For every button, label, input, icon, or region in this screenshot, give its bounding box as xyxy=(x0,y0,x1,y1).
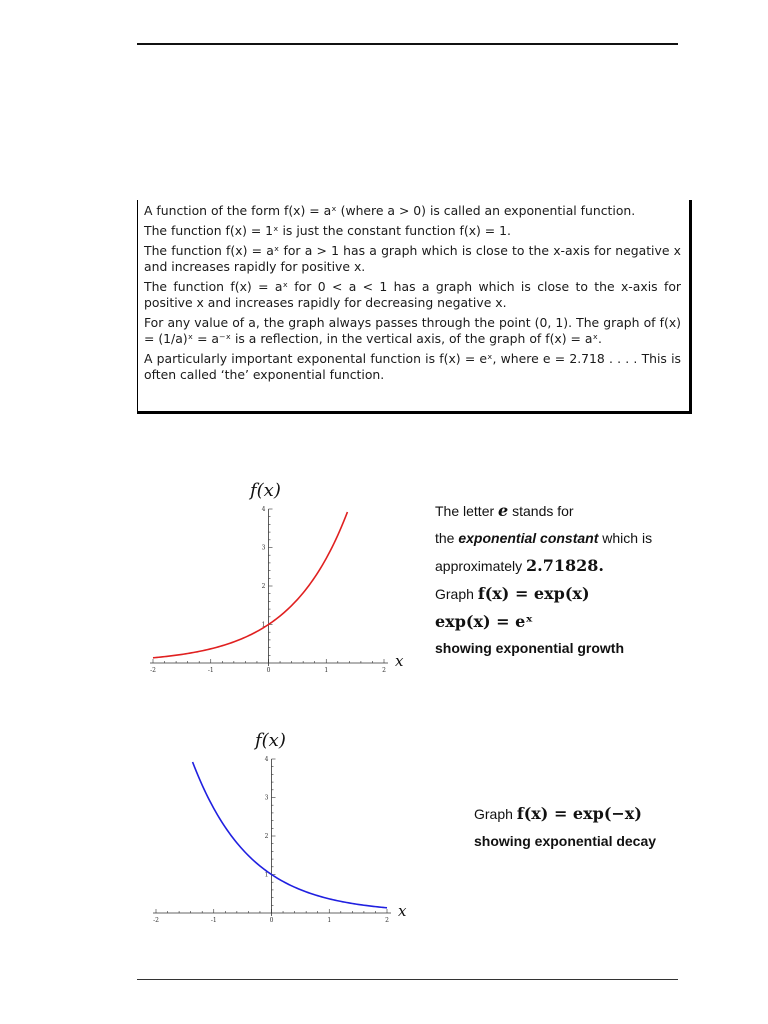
definition-3: The function f(x) = aˣ for a > 1 has a graph which is close to the x-axis for negative x and increases rapidly for positive x. xyxy=(144,243,681,274)
definition-2: The function f(x) = 1ˣ is just the constant function f(x) = 1. xyxy=(144,223,511,238)
y-tick-label: 2 xyxy=(264,833,269,840)
constant-value: 2.71828. xyxy=(526,556,604,575)
x-tick-label: 2 xyxy=(382,667,386,674)
decay-text: Graph xyxy=(474,806,517,822)
decay-line-1 xyxy=(474,800,656,828)
growth-line-4 xyxy=(435,580,652,608)
definition-4: The function f(x) = aˣ for 0 < a < 1 has a graph which is close to the x-axis for positive x and increases rapidly for decreasing negative x. xyxy=(144,279,681,310)
y-axis-label: f(x) xyxy=(250,480,281,501)
growth-formula: f(x) = exp(x) xyxy=(477,584,590,603)
x-tick-label: 0 xyxy=(269,917,274,924)
x-tick-label: 1 xyxy=(324,667,329,674)
y-tick-label: 2 xyxy=(261,583,266,590)
growth-text: stands for xyxy=(508,503,574,519)
growth-line-2 xyxy=(435,525,652,552)
growth-text: which is xyxy=(598,530,653,546)
definition-5: For any value of a, the graph always passes through the point (0, 1). The graph of f(x) = (1/a)ˣ = a⁻ˣ is a reflection, in the vertical axis, of the graph of f(x) = aˣ. xyxy=(144,315,681,346)
growth-caption: showing exponential growth xyxy=(435,640,624,656)
y-tick-label: 3 xyxy=(261,544,266,552)
y-tick-label: 4 xyxy=(261,506,266,513)
y-tick-label: 1 xyxy=(261,621,266,629)
footer-rule xyxy=(137,979,678,980)
x-tick-label: 1 xyxy=(327,917,332,924)
y-tick-label: 4 xyxy=(264,756,269,763)
definition-6: A particularly important exponental function is f(x) = eˣ, where e = 2.718 . . . . This is often called ‘the’ exponential function. xyxy=(144,351,681,382)
growth-text: the xyxy=(435,530,459,546)
x-tick-label: 2 xyxy=(385,917,389,924)
growth-text: approximately xyxy=(435,558,527,574)
decay-curve xyxy=(193,762,387,908)
y-tick-label: 1 xyxy=(264,871,269,879)
exponential-constant-term: exponential constant xyxy=(458,530,599,546)
growth-text: Graph xyxy=(435,586,478,602)
growth-line-3 xyxy=(435,552,652,580)
definition-1: A function of the form f(x) = aˣ (where a > 0) is called an exponential function. xyxy=(144,203,636,218)
decay-formula: f(x) = exp(−x) xyxy=(516,804,642,823)
x-axis-label: x xyxy=(398,902,407,920)
decay-caption: showing exponential decay xyxy=(474,833,657,849)
growth-line-1 xyxy=(435,497,652,525)
growth-line-5: exp(x) = eˣ xyxy=(435,612,533,631)
growth-description xyxy=(435,497,652,662)
x-tick-label: -2 xyxy=(150,667,156,674)
x-tick-label: 0 xyxy=(266,667,271,674)
x-tick-label: -1 xyxy=(207,667,214,674)
x-tick-label: -1 xyxy=(210,917,217,924)
decay-description xyxy=(474,800,656,855)
x-tick-label: -2 xyxy=(153,917,159,924)
y-tick-label: 3 xyxy=(264,794,269,802)
y-axis-label: f(x) xyxy=(255,730,286,751)
growth-text: The letter xyxy=(435,503,499,519)
x-axis-label: x xyxy=(395,652,404,670)
constant-e: e xyxy=(498,501,509,520)
